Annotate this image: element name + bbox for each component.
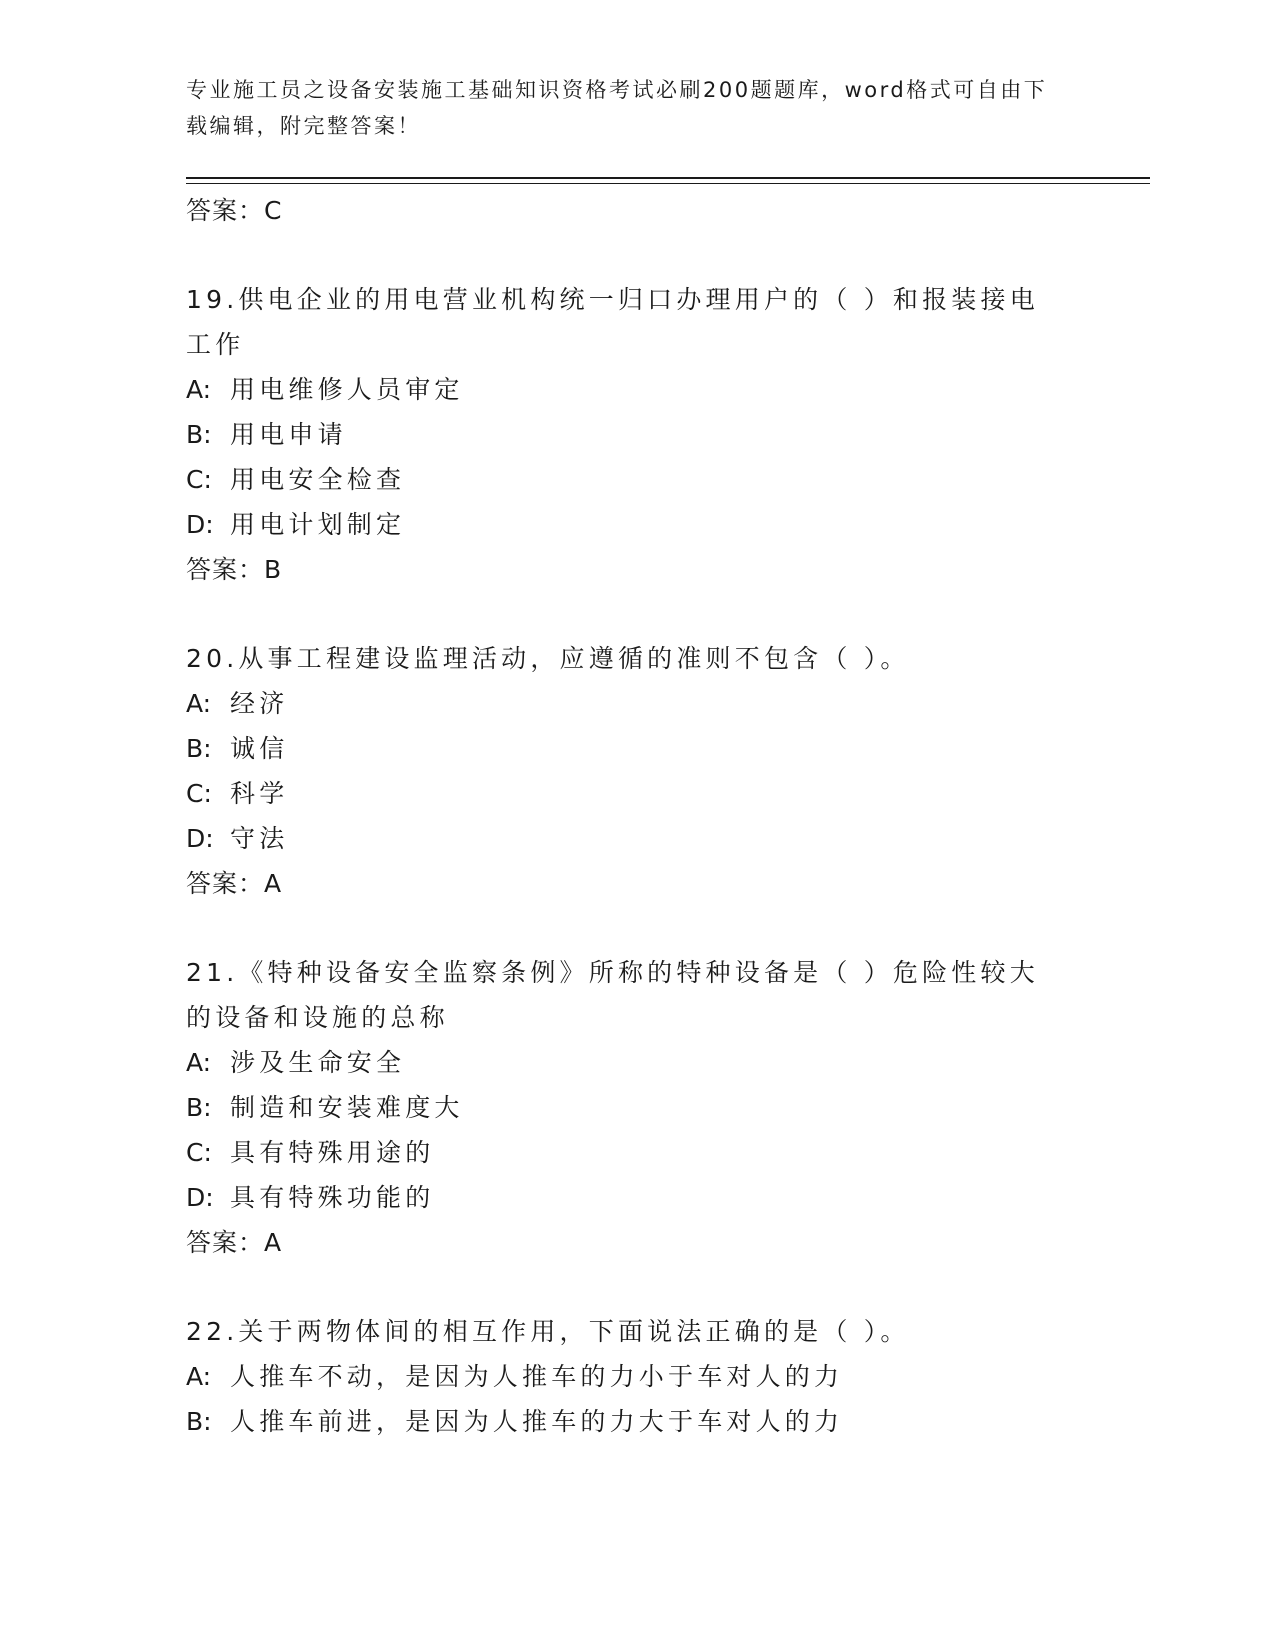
question-stem: 22.关于两物体间的相互作用，下面说法正确的是（ ）。	[186, 1317, 910, 1346]
option-letter: B:	[186, 1093, 212, 1122]
option-letter: A:	[186, 1048, 212, 1077]
answer-line: 答案：A	[186, 1228, 283, 1257]
option-line	[186, 1040, 1066, 1085]
option-letter: D:	[186, 510, 214, 539]
option-letter: B:	[186, 734, 212, 763]
option-text: 人推车前进，是因为人推车的力大于车对人的力	[230, 1407, 844, 1436]
question-block	[186, 950, 1066, 1265]
page-header: 专业施工员之设备安装施工基础知识资格考试必刷200题题库，word格式可自由下载编辑，附完整答案！	[186, 78, 1048, 138]
option-text: 具有特殊功能的	[230, 1183, 435, 1212]
option-line	[186, 457, 1066, 502]
option-line	[186, 1354, 1066, 1399]
option-text: 用电安全检查	[230, 465, 406, 494]
option-text: 具有特殊用途的	[230, 1138, 435, 1167]
option-line	[186, 1130, 1066, 1175]
option-text: 涉及生命安全	[230, 1048, 406, 1077]
option-text: 经济	[230, 689, 289, 718]
option-letter: A:	[186, 689, 212, 718]
question-list	[186, 188, 1066, 1444]
option-line	[186, 726, 1066, 771]
option-line	[186, 816, 1066, 861]
option-letter: C:	[186, 779, 212, 808]
option-letter: A:	[186, 1362, 212, 1391]
option-text: 守法	[230, 824, 289, 853]
option-text: 人推车不动，是因为人推车的力小于车对人的力	[230, 1362, 844, 1391]
answer-line: 答案：A	[186, 869, 283, 898]
option-line	[186, 681, 1066, 726]
question-stem: 20.从事工程建设监理活动，应遵循的准则不包含（ ）。	[186, 644, 910, 673]
option-letter: D:	[186, 824, 214, 853]
question-block	[186, 1309, 1066, 1444]
option-line	[186, 1085, 1066, 1130]
option-line	[186, 1175, 1066, 1220]
question-stem: 19.供电企业的用电营业机构统一归口办理用户的（ ）和报装接电工作	[186, 285, 1039, 359]
option-text: 用电计划制定	[230, 510, 406, 539]
option-line	[186, 412, 1066, 457]
option-letter: D:	[186, 1183, 214, 1212]
answer-line: 答案：C	[186, 196, 283, 225]
answer-line: 答案：B	[186, 555, 283, 584]
option-line	[186, 502, 1066, 547]
question-block	[186, 636, 1066, 906]
option-text: 用电维修人员审定	[230, 375, 464, 404]
option-text: 诚信	[230, 734, 289, 763]
header-divider-thin	[186, 183, 1150, 184]
option-line	[186, 1399, 1066, 1444]
option-letter: C:	[186, 465, 212, 494]
option-text: 用电申请	[230, 420, 347, 449]
option-letter: B:	[186, 1407, 212, 1436]
option-line	[186, 367, 1066, 412]
question-stem: 21.《特种设备安全监察条例》所称的特种设备是（ ）危险性较大的设备和设施的总称	[186, 958, 1039, 1032]
header-divider-thick	[186, 177, 1150, 179]
option-letter: A:	[186, 375, 212, 404]
question-block	[186, 277, 1066, 592]
option-line	[186, 771, 1066, 816]
option-text: 制造和安装难度大	[230, 1093, 464, 1122]
option-text: 科学	[230, 779, 289, 808]
option-letter: B:	[186, 420, 212, 449]
option-letter: C:	[186, 1138, 212, 1167]
